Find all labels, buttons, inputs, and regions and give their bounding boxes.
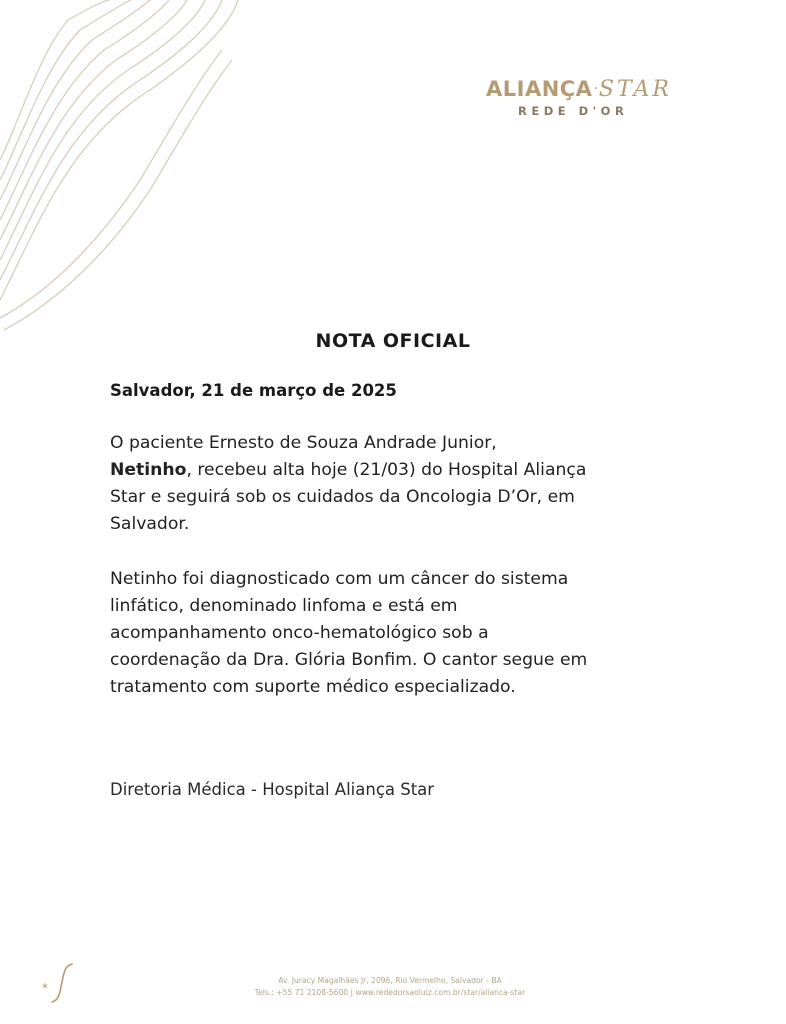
paragraph-line: coordenação da Dra. Glória Bonfim. O cantor segue em — [110, 650, 588, 670]
logo-name-star: STAR — [598, 77, 672, 102]
logo-separator: · — [593, 81, 598, 97]
paragraph-line: linfático, denominado linfoma e está em — [110, 596, 458, 616]
logo-wordmark — [486, 74, 672, 106]
footer-address — [180, 975, 600, 999]
paragraph-line — [110, 457, 680, 484]
paragraph-line: Star e seguirá sob os cuidados da Oncologia D’Or, em — [110, 487, 575, 507]
logo-name-alianca: ALIANÇA — [486, 77, 593, 101]
patient-name-bold: Netinho — [110, 460, 187, 480]
alianca-star-logo — [486, 74, 686, 124]
paragraph-line: Salvador. — [110, 514, 190, 534]
signature-line: Diretoria Médica - Hospital Aliança Star — [110, 780, 435, 799]
svg-text:*: * — [42, 981, 48, 995]
paragraph-discharge — [110, 430, 680, 538]
logo-subtitle: REDE D'OR — [518, 104, 629, 118]
paragraph-diagnosis — [110, 566, 680, 701]
paragraph-line: O paciente Ernesto de Souza Andrade Junior, — [110, 433, 497, 453]
paragraph-line: Netinho foi diagnosticado com um câncer do sistema — [110, 569, 569, 589]
footer-contact-line: Tels.: +55 71 2108-5600 | www.rededorsaoluiz.com.br/star/alianca-star — [254, 988, 526, 997]
document-title: NOTA OFICIAL — [315, 330, 471, 352]
decorative-wave-lines — [0, 0, 240, 330]
paragraph-line: acompanhamento onco-hematológico sob a — [110, 623, 489, 643]
paragraph-line: tratamento com suporte médico especializado. — [110, 677, 516, 697]
star-swirl-logo-icon — [38, 960, 82, 1006]
footer-address-line: Av. Juracy Magalhães Jr, 2096, Rio Vermelho, Salvador - BA — [278, 976, 502, 985]
paragraph-line-rest: , recebeu alta hoje (21/03) do Hospital Aliança — [186, 460, 587, 480]
date-line: Salvador, 21 de março de 2025 — [110, 381, 397, 400]
